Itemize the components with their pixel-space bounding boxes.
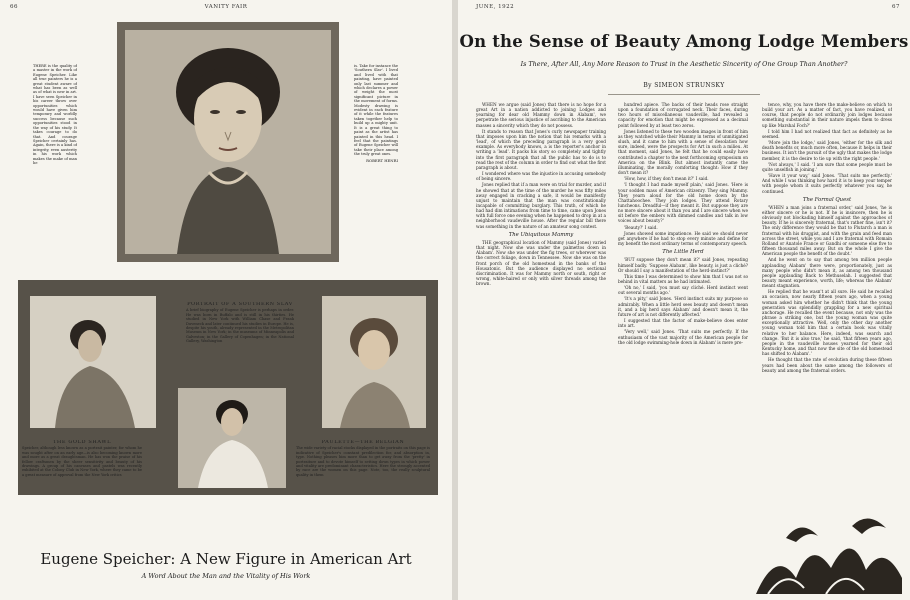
col3-para-5: 'Have it your way,' said Jones. 'That suits me perfectly.' And while I was thinking how hard it is to keep your temper with people whom it suits perfectly whatever you say, he continued. bbox=[762, 173, 892, 194]
portrait-paulette bbox=[322, 296, 426, 428]
caption-paulette-body: The wide variety of racial stocks displayed in the portraits on this page is indicative of Speicher's constant predilection for, and absorption in, type. Nothing pleases him more than to get away from the 'pretty' in portraiture and to devote himself to setting down types in which power and vitality are predominant characteristics. Here the strongly accented by race are the women on this page. Note, too, the really sculptural quality in them bbox=[296, 446, 430, 477]
caption-gold-shawl-title: THE GOLD SHAWL bbox=[53, 440, 111, 445]
portrait-main-image bbox=[117, 22, 339, 262]
left-page bbox=[0, 0, 452, 600]
running-head-left: VANITY FAIR bbox=[204, 4, 248, 10]
col2-para-12: 'Very well,' said Jones. 'That suits me perfectly. If the enthusiasm of the vast majority of the American people for the old lodge swimming-hole down in Alabam' is mere pre- bbox=[618, 329, 748, 345]
caption-gold-shawl-body: Speicher, although less known as a portrait painter, for whom he was sought after on an early age—is also becoming known more and more as a great draughtsman. He has won the praise of his fellow craftsmen by the sheer sensitivity and beauty of his drawings. A group of his canvases and pastels was recently exhibited at the Colony Club in New York, where they came to be a great measure of approval from the New York critics bbox=[22, 446, 142, 477]
right-article-subtitle: Is There, After All, Any More Reason to Trust in the Aesthetic Sincerity of One Group Than Another? bbox=[520, 60, 848, 68]
col2-para-5: 'Beauty?' I said. bbox=[624, 224, 658, 230]
col3-para-9: He thought that the rate of evolution during these fifteen years had been about the same among the followers of beauty and among the fraternal orders. bbox=[762, 357, 892, 373]
col2-para-6: Jones showed some impatience. He said we should never get anywhere if he had to stop every minute and define for my benefit the most ordinary terms of contemporary speech. bbox=[618, 230, 748, 247]
col1-para-1: WHEN we argue (said Jones) that there is no hope for a great Art in a nation addicted to joining Lodges and yearning for dear old Mammy down in Alabam', we perpetrate the serious injustice of ascribing to the American masses a sincerity which they do not possess. bbox=[476, 102, 606, 128]
col3-para-1: tence, why, you have there the make-believe on which to build your art. As a matter of fact, you have realized, of course, that people do not ordinarily join lodges because something substantial in their nature impels them to dress up like Marshal Foch?' bbox=[762, 102, 892, 128]
left-article-title: Eugene Speicher: A New Figure in American Art bbox=[40, 550, 412, 568]
right-article-title: On the Sense of Beauty Among Lodge Members bbox=[459, 32, 909, 51]
col2-para-11: I suggested that the factor of make-believe does enter into art. bbox=[618, 318, 748, 329]
col2-para-4: 'I thought I had made myself plain,' said Jones. 'Here is your sodden mass of American citizenry. They sing Mammy. They yearn aloud for the old home down by the Chattahoochee. They join lodges. They attend Rotary luncheons. Dreadful—if they meant it. But suppose they are no more sincere about it than you and I are sincere when we sit before the embers with dimmed candles and talk in low voices about beauty?' bbox=[618, 182, 748, 224]
running-head-right: JUNE, 1922 bbox=[476, 4, 515, 10]
center-caption bbox=[186, 302, 294, 382]
quote-right-column bbox=[354, 64, 398, 244]
left-article-subtitle: A Word About the Man and the Vitality of His Work bbox=[141, 572, 311, 580]
col1-para-4: Jones replied that if a man were on trial for murder, and if he showed that at the time of the murder he was fifty miles away engaged in cracking a safe, it would be manifestly unjust to maintain that the man was constitutionally incapable of committing burglary. This truth, of which he had had dim intimations from time to time, came upon Jones with full force one evening when he happened to drop in at a neighborhood vaudeville house. After the regular bill there was something in the nature of an amateur song contest. bbox=[476, 182, 606, 229]
center-caption-body: A brief biography of Eugene Speicher is perhaps in order. He was born in Buffalo and is still in his thirties. He studied in New York with William Chase and Frank Duveneck and later continued his studies in Europe. He is, despite his youth, already represented in the Metropolitan Museum in New York; in the museums of Minneapolis and Galveston; in the Gallery of Copenhagen; in the National Gallery, Washington bbox=[186, 308, 294, 344]
col3-para-7: And he went on to say that among ten million people applauding Alabam' there were, proportionately, just as many people who didn't mean it, as among ten thousand people applauding Back to Methuselah. I suggested that beauty meant experience, worth, life; whereas the Alabam' meant stagnation. bbox=[762, 257, 892, 289]
folio-right: 67 bbox=[892, 4, 900, 10]
article-column-2 bbox=[618, 102, 748, 594]
col3-subheading: The Formal Quest bbox=[802, 196, 852, 203]
quote-right-text: is. Take for instance the 'Southern Slav'. I lived and lived with that painting, have painted only last summer and which declares a power of weight the most significant picture in the movement of forms. Modesty drawing is evident in each feature of it while the features taken together help to build up a mighty unit. It is a great thing to paint as the artist has painted in this head. I feel that the paintings of Eugene Speicher will take their place among the truly great ones. bbox=[354, 64, 398, 157]
byline: By SIMEON STRUNSKY bbox=[643, 82, 725, 89]
quote-left-text: THERE is the quality of a master in the work of Eugene Speicher. Like all true painters he is a great student aware of what has been as well as of what is new in art. I have seen Speicher in his career throw over opportunities which would have given him temporary and worldly success because such opportunities stood in the way of his study. It takes courage to do that. And courage Speicher certainly has. Again, there is a kind of integrity, even austerity in his work which makes the make of man he bbox=[33, 64, 77, 165]
decorative-illustration bbox=[756, 508, 902, 594]
col3-para-3: 'More join the lodge,' said Jones, 'either for the silk and death benefits or, much more often, because it helps in their business. It isn't the pursuit of the ugly that makes the lodge member, it is the desire to tie up with the right people.' bbox=[762, 140, 892, 161]
col2-para-3: 'How, how, if they don't mean it?' I said. bbox=[624, 176, 709, 182]
byline-rule bbox=[608, 94, 760, 95]
portrait-main bbox=[117, 22, 339, 262]
col1-para-2: It stands to reason that Jones's curly newspaper training that imposes upon him the notion that his remarks with a 'lead', of which the preceding paragraph is a very good example. As everybody knows, a is the reporter's anchor in writing a 'lead'. It packs his story so completely and tightly into the first paragraph that all the public has to do is to read the rest of the column in order to find out what the first paragraph is about. bbox=[476, 128, 606, 170]
article-column-1 bbox=[476, 102, 606, 594]
col2-para-9: 'Oh no,' I said, 'you must say cliché. Herd instinct went out several months ago.' bbox=[618, 285, 748, 296]
col3-para-2: I told him I had not realized that fact as definitely as he seemed. bbox=[762, 128, 892, 139]
portrait-gold-shawl bbox=[30, 296, 156, 428]
caption-gold-shawl bbox=[22, 440, 142, 510]
center-caption-title: PORTRAIT OF A SOUTHERN SLAV bbox=[187, 302, 293, 307]
portrait-woman-white-dress bbox=[178, 388, 286, 488]
quote-author: ROBERT HENRI bbox=[366, 157, 398, 163]
col3-para-6: 'WHEN a man joins a fraternal order,' said Jones, 'he is either sincere or he is not. If he is insincere, then he is obviously not blockading himself against the approaches of beauty. If he is sincerely fraternal, that's rather fine, isn't it? The only difference they would be that to Plutarch a man is fraternal with his druggist, and with the grain and feed man across the street, while you and I are fraternal with Romain Rolland or Anatole France or Gandhi or someone else five to fifteen thousand miles away. But on the whole I give the American people the benefit of the doubt.' bbox=[762, 204, 892, 257]
col1-subheading: The Ubiquitous Mammy bbox=[508, 231, 574, 238]
right-page bbox=[458, 0, 910, 600]
caption-paulette bbox=[296, 440, 430, 510]
caption-paulette-title: PAULETTE—THE BELGIAN bbox=[321, 440, 405, 445]
col1-para-3: I wondered where was the injustice in accusing somebody of being sincere. bbox=[476, 171, 606, 182]
col2-para-2: Jones listened to these two wooden images in front of him as they watched while their Mammy in terms of unmitigated slush, and it came to him with a sense of desolation how sure, indeed, were the prospects for Art in such a milieu. At that moment, said Jones, he felt that he could easily have contributed a chapter to the next forthcoming symposium on America on the Blink. But almost instantly came the illuminating, the morally comforting thought: How if they don't mean it? bbox=[618, 128, 748, 176]
col2-para-8: This time I was determined to show him that I was not so behind in vital matters as he had intimated. bbox=[618, 273, 748, 284]
col1-para-5: THE geographical location of Mammy (said Jones) varied that night. Now she was under the palmettos down in Alabam'. Now she was under the fig trees, or wherever was the correct foliage, down in Tennessee. Now she was on the front porch of the old homestead in the banks of the Housatonic. But the audience displayed no sectional discrimination. It was for Mammy north or south, right or wrong, white-haired or only with silver threads among the brown. bbox=[476, 239, 606, 287]
col2-para-1: hundred apiece. The backs of their heads rose straight upon a foundation of corrugated neck. Their faces, during two hours of miscellaneous vaudeville, had revealed a capacity for emotion that might be expressed as a decimal point followed by at least two zeros. bbox=[618, 102, 748, 128]
col2-para-10: 'It's a pity,' said Jones. 'Herd instinct suits my purpose so admirably. When a little herd sees beauty and doesn't mean it, and a big herd says Alabam' and doesn't mean it, the future of art is not differently affected.' bbox=[618, 296, 748, 317]
col2-para-7: 'BUT suppose they don't mean it?' said Jones, repeating himself badly. 'Suppose Alabam', like beauty, is just a cliché? Or should I say a manifestation of the herd-instinct?' bbox=[618, 257, 748, 273]
quote-left-column bbox=[33, 64, 77, 244]
col2-subheading: The Little Herd bbox=[662, 249, 704, 256]
article-column-3 bbox=[762, 102, 892, 504]
col3-para-4: 'Not always,' I said. 'I am sure that some people must be quite unselfish in joining.' bbox=[762, 161, 892, 172]
col3-para-8: He replied that he wasn't at all sure. He said he recalled an occasion, now nearly fifteen years ago, when a young woman asked him whether he didn't think that the young generation was splendidly grappling for a new spiritual anchorage. He recalled the event because, not only was the phrase a striking one, but the young woman was quite exceptionally attractive. Well, only the other day another young woman told him that a certain book was vitally relative to her balance. Here, indeed, was search and change. 'But it is also true,' he said, 'that fifteen years ago, people in the vaudeville houses yearned for their old Kentucky home, and that now the site of the old homestead has shifted to Alabam'.' bbox=[762, 289, 892, 357]
folio-left: 66 bbox=[10, 4, 18, 10]
